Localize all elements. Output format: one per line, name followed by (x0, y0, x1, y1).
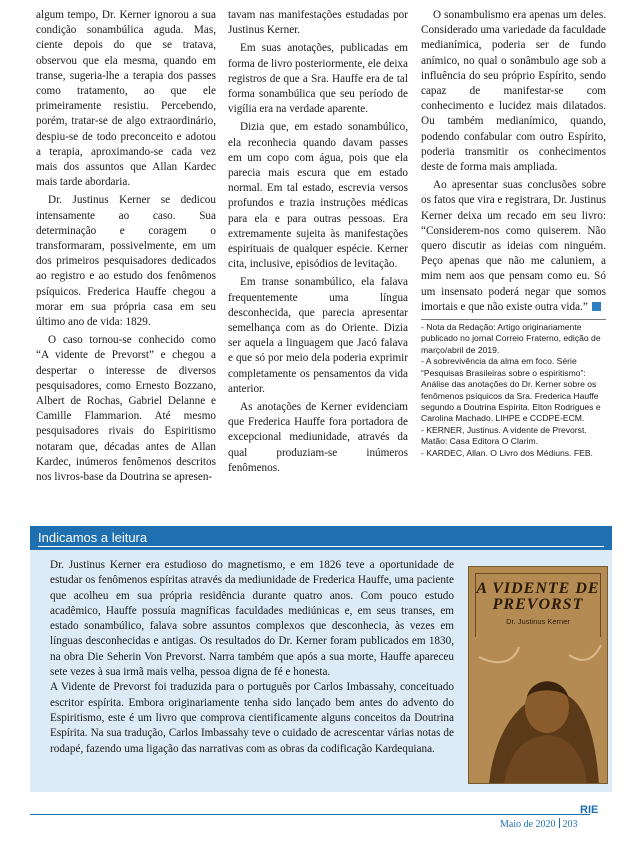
end-of-article-marker-icon (592, 302, 601, 311)
footnotes (421, 319, 606, 459)
paragraph: O caso tornou-se conhecido como “A vidente de Prevorst” e chegou a despertar o interesse de diversos pesquisadores, como Ernesto Bozzano, Albert de Rochas, Gabriel Delanne e Camille Flammarion. Até mesmo pesquisadores rivais do Espiritismo notaram que, décadas antes de Allan Kardec, inúmeros fenômenos descritos nos livros-base da Doutrina se apresen- (36, 334, 216, 484)
issue-date: Maio de 2020 (500, 819, 556, 830)
cover-title-line: A VIDENTE DE (476, 580, 600, 597)
footnote: - KARDEC, Allan. O Livro dos Médiuns. FEB. (421, 447, 593, 458)
article-column-2 (228, 8, 408, 479)
page-footer (500, 818, 578, 830)
paragraph: Em transe sonambúlico, ela falava frequentemente uma língua desconhecida, que parecia apresentar semelhança com as do Oriente. Dizia ser aquela a linguagem que Jacó falava e que só por meio dela poderia exprimir completamente os pensamentos da vida anterior. (228, 276, 408, 395)
cover-author: Dr. Justinus Kerner (506, 617, 570, 626)
paragraph (421, 178, 606, 315)
cover-title-line: PREVORST (492, 596, 584, 613)
footnote: - A sobrevivência da alma em foco. Série “Pesquisas Brasileiras sobre o espiritismo”: Análise das anotações do Dr. Kerner sobre os fenômenos psíquicos da Sra. Frederica Hauffe segundo a Doutrina Espírita. Elton Rodrigues e Carolina Machado. LIHPE e CCDPE-ECM. (421, 356, 601, 424)
reading-box-title: Indicamos a leitura (38, 530, 148, 545)
reading-box-header (30, 526, 612, 550)
book-cover-image (468, 566, 608, 784)
paragraph: A Vidente de Prevorst foi traduzida para o português por Carlos Imbassahy, conceituado escritor espírita. Embora originariamente tenha sido lançado bem antes do advento do Espiritismo, este é um livro que comprova cientificamente alguns conceitos da Doutrina Espírita. Na sua tradução, Carlos Imbassahy teve o cuidado de acrescentar várias notas de rodapé, fazendo uma ligação das narrativas com as obras da codificação Kardequiana. (50, 681, 454, 755)
reading-box (30, 550, 612, 792)
article-column-3 (421, 8, 606, 459)
article-column-1 (36, 8, 216, 488)
cover-illustration (469, 637, 608, 784)
cover-title (473, 581, 603, 613)
page-number: 203 (562, 819, 578, 830)
paragraph: Em suas anotações, publicadas em forma de livro posteriormente, ele deixa registros de que a Sra. Hauffe era de tal forma sonambúlica que seu período de vigília era na verdade aparente. (228, 42, 408, 116)
paragraph: Dizia que, em estado sonambúlico, ela reconhecia quando davam passes em um copo com água, pois que ela parecia mais escura que em estado normal. Em tal estado, escrevia versos profundos e trazia instruções médicas para ela e para outras pessoas. Era extremamente sujeita às manifestações espirituais de qualquer espécie. Kerner cita, inclusive, episódios de levitação. (228, 121, 408, 271)
paragraph: O sonambulismo era apenas um deles. Considerado uma variedade da faculdade medianímica, poderia ser de fundo anímico, no qual o sonâmbulo age sob a influência do seu próprio Espírito, sendo capaz de manifestar-se com conhecimento e lucidez mais dilatados. Ou também medianímico, quando, podendo confabular com outro Espírito, poderia transmitir os conhecimentos deste de forma mais ampliada. (421, 9, 606, 174)
footnote: - Nota da Redação: Artigo originariamente publicado no jornal Correio Fraterno, edição de março/abril de 2019. (421, 322, 601, 355)
paragraph: Dr. Justinus Kerner se dedicou intensamente ao caso. Sua determinação e coragem o transformaram, possivelmente, em um dos primeiros pesquisadores dedicados ao registro e ao estudo dos fenômenos psíquicos. Frederica Hauffe chegou a morar em sua própria casa em seu último ano de vida: 1829. (36, 194, 216, 329)
paragraph: algum tempo, Dr. Kerner ignorou a sua condição sonambúlica aguda. Mas, ciente depois do que se tratava, observou que ela mesma, quando em transe, sugeria-lhe a terapia dos passes como tratamento, ao que ele primeiramente resistiu. Percebendo, porém, tratar-se de algo extraordinário, despiu-se de todo preconceito e adotou a terapia, aproximando-se cada vez mais dos assuntos que Allan Kardec mais tarde abordaria. (36, 9, 216, 189)
reading-box-text (50, 558, 454, 757)
header-rule (38, 546, 604, 547)
footer-separator (559, 818, 560, 828)
paragraph: As anotações de Kerner evidenciam que Frederica Hauffe fora portadora de excepcional mediunidade, através da qual produziam-se inúmeros fenômenos. (228, 401, 408, 474)
closing-quote-text: Ao apresentar suas conclusões sobre os fatos que vira e registrara, Dr. Justinus Kerner deixa um recado em seu livro: “Considerem-nos como quiserem. Não quero discutir as ideias com ninguém. Peço apenas que não me caluniem, a mim nem aos que pensam como eu. Só um insensato poderá negar que somos imortais e que não existe outra vida.” (421, 179, 606, 313)
paragraph: Dr. Justinus Kerner era estudioso do magnetismo, e em 1826 teve a oportunidade de estudar os fenômenos espíritas através da mediunidade de Frederica Hauffe, uma paciente que acolheu em sua própria residência durante quatro anos. Com pouco estudo acadêmico, Hauffe possuía magníficas faculdades mediúnicas e, em seus transes, em estado sonambúlico, falava sobre assuntos complexos que desconhecia, às vezes em línguas desconhecidas e antigas. Os resultados do Dr. Kerner foram publicados em 1830, na obra Die Seherin Von Prevorst. Narra também que após a sua morte, Hauffe apareceu sete vezes à sua irmã mais velha, pessoa digna de fé e honesta. (50, 559, 454, 679)
footer-rule (30, 814, 590, 815)
paragraph: tavam nas manifestações estudadas por Justinus Kerner. (228, 9, 408, 37)
article-body (36, 8, 606, 520)
magazine-logo: RIE (580, 804, 599, 816)
footnote: - KERNER, Justinus. A vidente de Prevorst. Matão: Casa Editora O Clarim. (421, 424, 587, 447)
